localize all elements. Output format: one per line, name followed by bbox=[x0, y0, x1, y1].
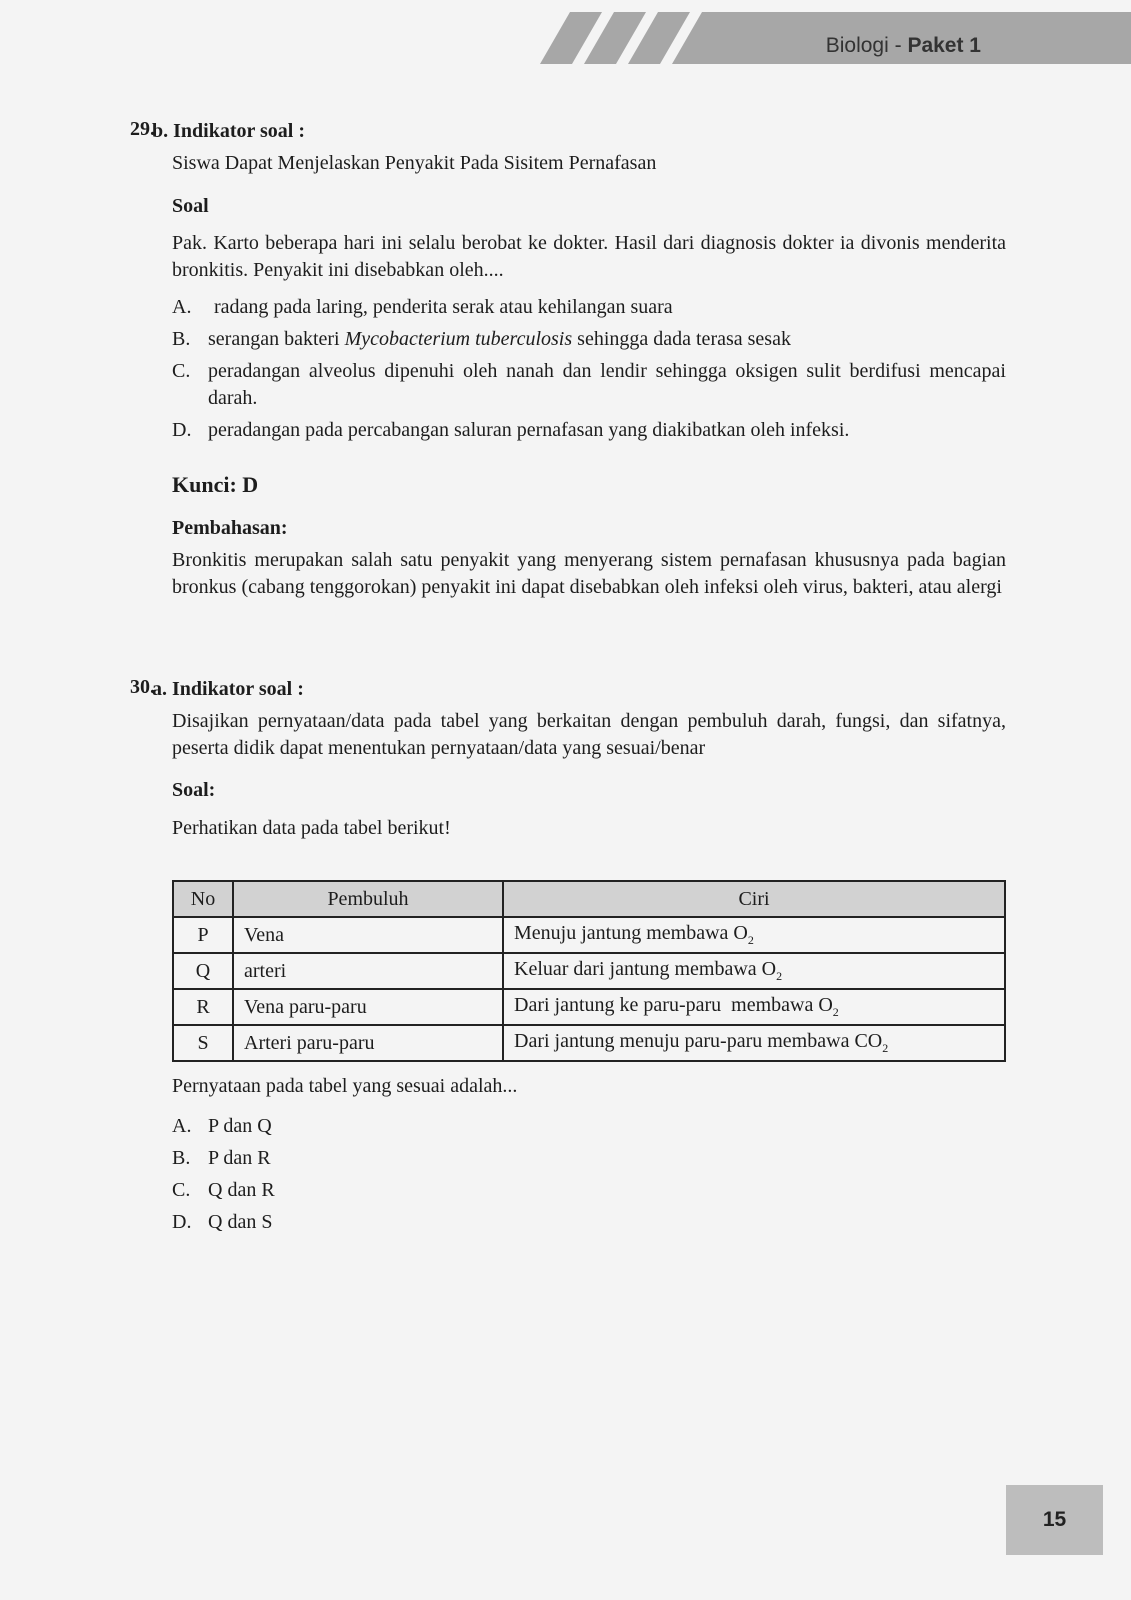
cell-vessel: arteri bbox=[233, 953, 503, 989]
option-label: B. bbox=[172, 1147, 191, 1169]
question-29-indicator-label: b. Indikator soal : bbox=[152, 120, 306, 142]
trait-subscript: 2 bbox=[747, 933, 754, 947]
option-text: Q dan R bbox=[208, 1179, 275, 1201]
header-subject: Biologi bbox=[825, 34, 889, 57]
question-30-indicator-text: Disajikan pernyataan/data pada tabel yang berkaitan dengan pembuluh darah, fungsi, dan sifatnya, peserta didik dapat menentukan pernyataan/data yang sesuai/benar bbox=[172, 710, 1006, 759]
discussion-label: Pembahasan: bbox=[172, 517, 288, 539]
option-text: peradangan pada percabangan saluran pernafasan yang diakibatkan oleh infeksi. bbox=[208, 419, 850, 441]
header-separator: - bbox=[888, 34, 908, 57]
option-text: radang pada laring, penderita serak atau kehilangan suara bbox=[214, 296, 673, 318]
option-label: C. bbox=[172, 360, 191, 382]
cell-vessel: Arteri paru-paru bbox=[233, 1025, 503, 1061]
option-text-before: serangan bakteri bbox=[208, 328, 345, 350]
column-header-vessel: Pembuluh bbox=[233, 881, 503, 917]
option-d bbox=[172, 417, 1006, 444]
question-30-text: Pernyataan pada tabel yang sesuai adalah... bbox=[172, 1075, 518, 1097]
table-header-row bbox=[173, 881, 1005, 917]
question-29-number: 29. bbox=[130, 118, 155, 140]
question-30-options bbox=[172, 1110, 1006, 1238]
cell-vessel: Vena paru-paru bbox=[233, 989, 503, 1025]
table-row bbox=[173, 1025, 1005, 1061]
option-a bbox=[172, 1110, 1006, 1142]
option-label: A. bbox=[172, 1115, 192, 1137]
option-label: D. bbox=[172, 1211, 192, 1233]
option-d bbox=[172, 1206, 1006, 1238]
option-text-after: sehingga dada terasa sesak bbox=[572, 328, 791, 350]
trait-subscript: 2 bbox=[882, 1041, 889, 1055]
table-row bbox=[173, 953, 1005, 989]
cell-no: R bbox=[173, 989, 233, 1025]
vessel-table bbox=[172, 880, 1006, 1062]
question-29-soal-label: Soal bbox=[172, 195, 209, 217]
question-29-text: Pak. Karto beberapa hari ini selalu berobat ke dokter. Hasil dari diagnosis dokter ia divonis menderita bronkitis. Penyakit ini disebabkan oleh.... bbox=[172, 232, 1006, 281]
trait-text: Dari jantung menuju paru-paru membawa CO bbox=[514, 1030, 883, 1052]
header-package: Paket 1 bbox=[907, 34, 981, 57]
option-label: C. bbox=[172, 1179, 191, 1201]
question-29-indicator-text: Siswa Dapat Menjelaskan Penyakit Pada Sisitem Pernafasan bbox=[172, 152, 657, 174]
trait-text: Dari jantung ke paru-paru membawa O bbox=[514, 994, 833, 1016]
option-label: D. bbox=[172, 419, 192, 441]
option-text-italic: Mycobacterium tuberculosis bbox=[344, 328, 573, 350]
column-header-trait: Ciri bbox=[503, 881, 1005, 917]
question-30-instruction: Perhatikan data pada tabel berikut! bbox=[172, 817, 451, 839]
cell-trait bbox=[503, 953, 1005, 989]
option-a bbox=[172, 294, 1006, 321]
option-text: peradangan alveolus dipenuhi oleh nanah dan lendir sehingga oksigen sulit berdifusi mencapai darah. bbox=[208, 360, 1006, 409]
trait-text: Menuju jantung membawa O bbox=[514, 922, 748, 944]
cell-trait bbox=[503, 1025, 1005, 1061]
question-30-indicator-label: a. Indikator soal : bbox=[152, 678, 304, 700]
discussion-text: Bronkitis merupakan salah satu penyakit yang menyerang sistem pernafasan khususnya pada bagian bronkus (cabang tenggorokan) penyakit ini dapat disebabkan oleh infeksi oleh virus, bakteri, atau alergi bbox=[172, 549, 1006, 598]
table-row bbox=[173, 917, 1005, 953]
cell-no: P bbox=[173, 917, 233, 953]
option-b bbox=[172, 326, 1006, 353]
column-header-no: No bbox=[173, 881, 233, 917]
question-30-soal-label: Soal: bbox=[172, 779, 216, 801]
page-header bbox=[540, 12, 1131, 64]
trait-text: Keluar dari jantung membawa O bbox=[514, 958, 777, 980]
option-label: A. bbox=[172, 296, 192, 318]
page-number: 15 bbox=[1006, 1485, 1103, 1555]
cell-trait bbox=[503, 917, 1005, 953]
option-c bbox=[172, 358, 1006, 412]
option-text: P dan R bbox=[208, 1147, 271, 1169]
header-title bbox=[826, 34, 981, 58]
trait-subscript: 2 bbox=[776, 969, 783, 983]
question-30-number: 30. bbox=[130, 676, 155, 698]
cell-trait bbox=[503, 989, 1005, 1025]
option-text: P dan Q bbox=[208, 1115, 272, 1137]
answer-key: Kunci: D bbox=[172, 472, 259, 497]
option-c bbox=[172, 1174, 1006, 1206]
trait-subscript: 2 bbox=[832, 1005, 839, 1019]
option-label: B. bbox=[172, 328, 191, 350]
cell-vessel: Vena bbox=[233, 917, 503, 953]
option-text: Q dan S bbox=[208, 1211, 273, 1233]
cell-no: S bbox=[173, 1025, 233, 1061]
table-row bbox=[173, 989, 1005, 1025]
option-b bbox=[172, 1142, 1006, 1174]
question-29-options bbox=[172, 294, 1006, 444]
cell-no: Q bbox=[173, 953, 233, 989]
